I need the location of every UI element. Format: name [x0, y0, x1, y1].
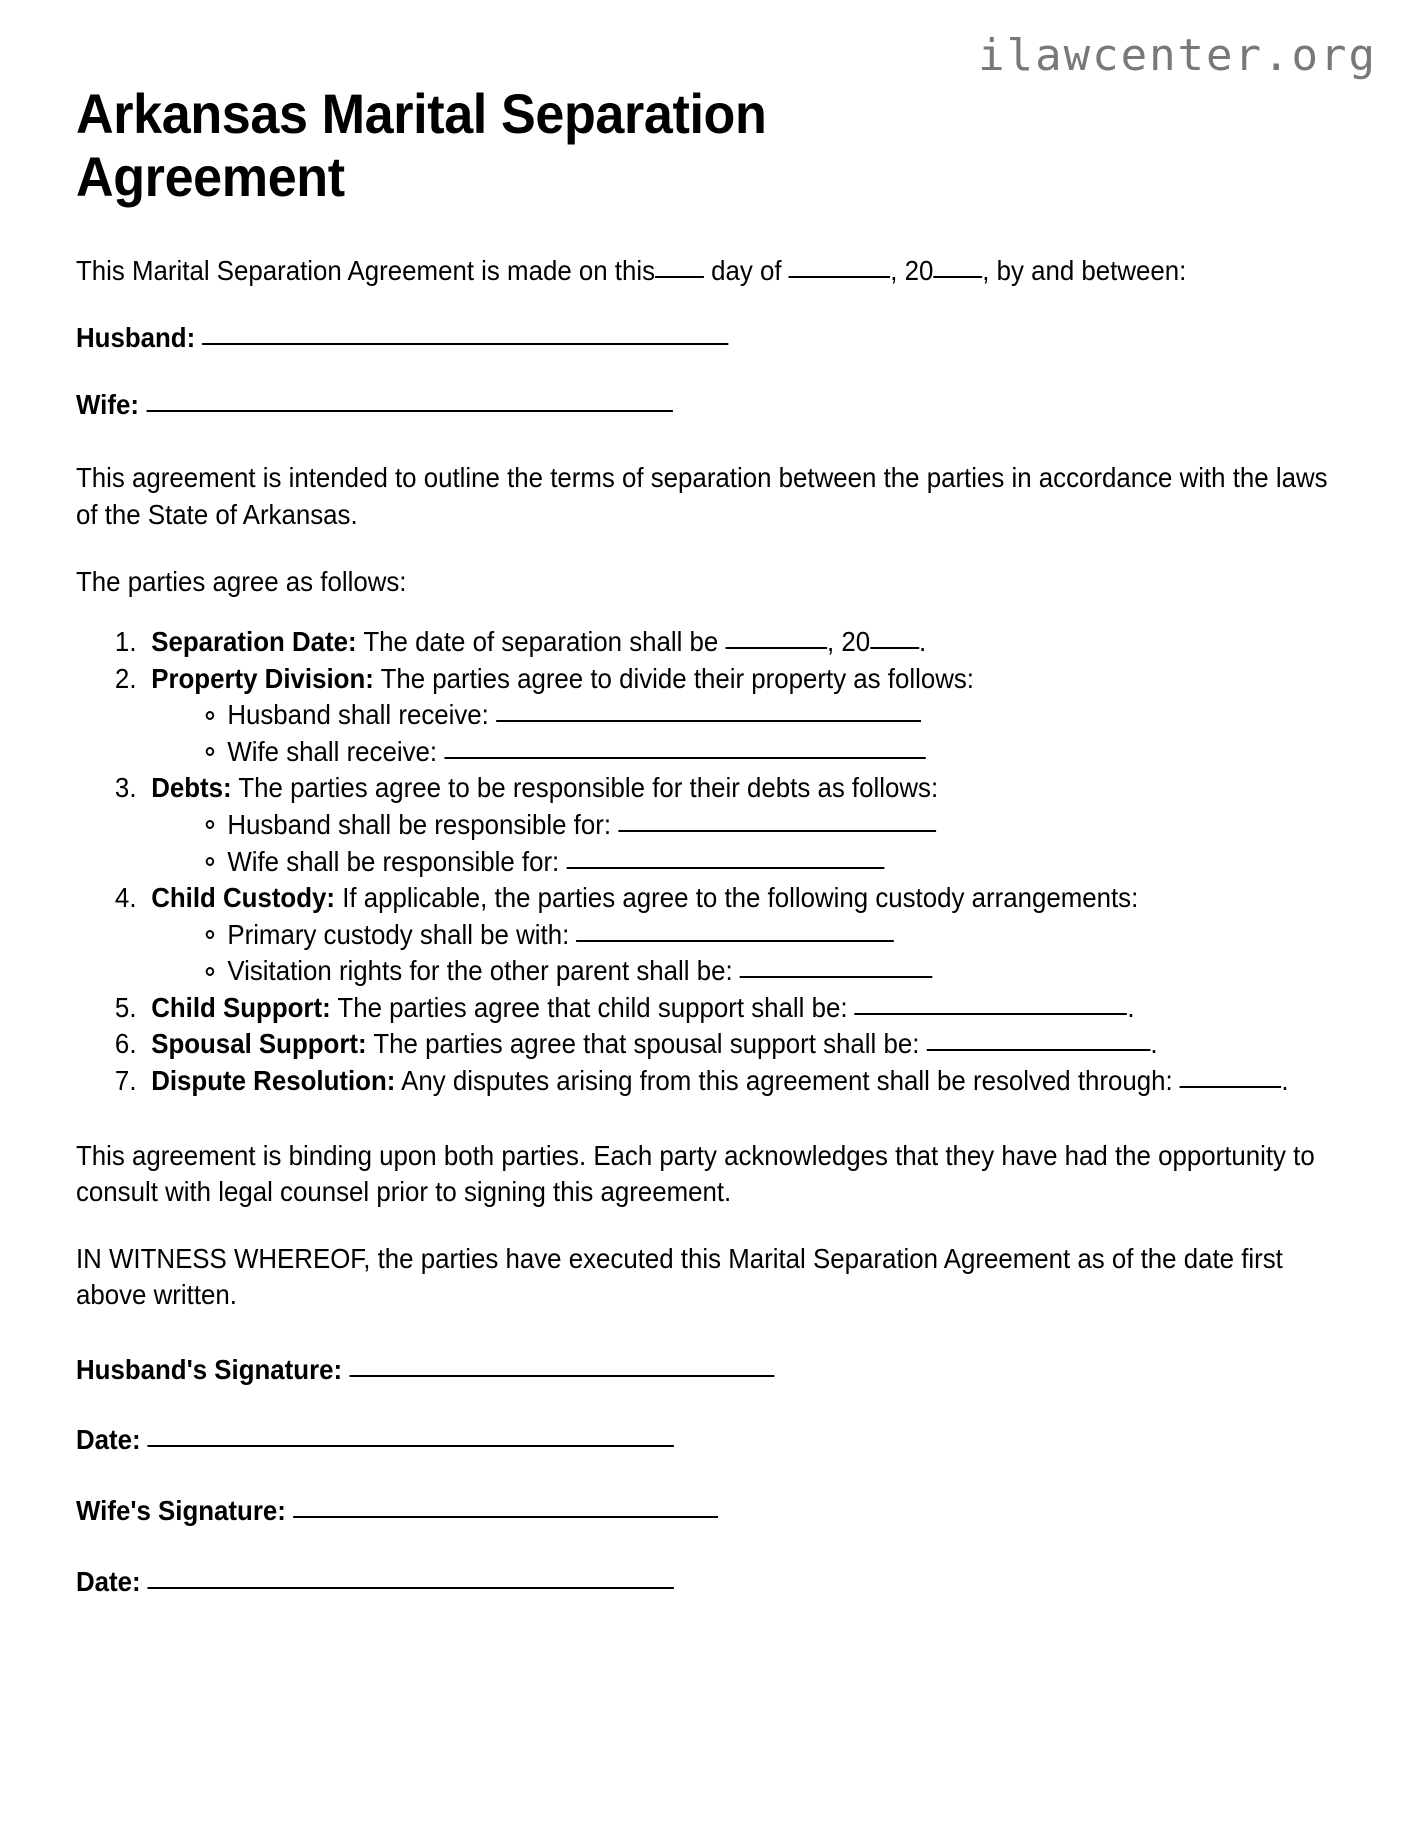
wife-date-label: Date: — [76, 1565, 141, 1597]
blank-child-support[interactable] — [855, 1013, 1128, 1015]
intro-comma-20: , 20 — [890, 254, 934, 286]
subterm-primary-custody — [206, 917, 1336, 954]
subterm-husband-receive — [206, 697, 1336, 734]
term-text: Any disputes arising from this agreement shall be resolved through: — [401, 1064, 1173, 1096]
blank-wife-name[interactable] — [146, 410, 672, 412]
blank-day[interactable] — [655, 276, 704, 278]
blank-wife-debts[interactable] — [566, 867, 884, 869]
term-text-end: . — [1150, 1028, 1158, 1060]
term-heading: Child Support: — [151, 991, 331, 1023]
blank-wife-signature[interactable] — [293, 1516, 718, 1518]
term-item-spousal-support — [144, 1026, 1336, 1063]
term-heading: Debts: — [151, 772, 232, 804]
blank-husband-date[interactable] — [148, 1445, 674, 1447]
wife-signature-line — [76, 1493, 1262, 1529]
intro-day-of: day of — [711, 254, 782, 286]
husband-date-line — [76, 1422, 1262, 1458]
hollow-bullet-icon — [206, 967, 214, 976]
subterms-debts — [151, 807, 1335, 880]
page-title: Arkansas Marital Separation Agreement — [76, 82, 767, 209]
document-content — [76, 0, 1338, 1600]
blank-separation-year[interactable] — [870, 647, 919, 649]
blank-wife-receive[interactable] — [444, 757, 925, 759]
term-item-child-support — [144, 990, 1336, 1027]
term-text: The date of separation shall be — [363, 626, 719, 658]
wife-date-line — [76, 1564, 1262, 1600]
blank-year[interactable] — [933, 276, 982, 278]
term-item-child-custody — [144, 880, 1336, 990]
term-text: The parties agree to be responsible for their debts as follows: — [238, 772, 939, 804]
term-item-property-division — [144, 661, 1336, 771]
terms-list — [76, 624, 1336, 1099]
term-heading: Separation Date: — [151, 626, 357, 658]
term-heading: Dispute Resolution: — [151, 1064, 396, 1096]
term-text: The parties agree that spousal support shall be: — [373, 1028, 920, 1060]
term-text: The parties agree to divide their property as follows: — [380, 662, 974, 694]
hollow-bullet-icon — [206, 857, 214, 866]
husband-party-line — [76, 320, 1262, 356]
intro-text-before: This Marital Separation Agreement is made on this — [76, 254, 656, 286]
husband-label: Husband: — [76, 321, 196, 353]
blank-dispute-resolution[interactable] — [1180, 1086, 1282, 1088]
subterm-wife-receive — [206, 734, 1336, 771]
wife-signature-label: Wife's Signature: — [76, 1495, 286, 1527]
subterm-label: Husband shall receive: — [227, 699, 489, 731]
term-heading: Spousal Support: — [151, 1028, 367, 1060]
hollow-bullet-icon — [206, 930, 214, 939]
purpose-paragraph: This agreement is intended to outline the terms of separation between the parties in accordance with the laws of the State of Arkansas. — [76, 462, 1328, 530]
wife-party-line — [76, 387, 1262, 423]
binding-paragraph: This agreement is binding upon both parties. Each party acknowledges that they have had the opportunity to consult with legal counsel prior to signing this agreement. — [76, 1139, 1315, 1207]
blank-spousal-support[interactable] — [927, 1049, 1151, 1051]
husband-date-label: Date: — [76, 1424, 141, 1456]
husband-signature-line — [76, 1352, 1262, 1388]
wife-label: Wife: — [76, 388, 139, 420]
term-text-after: , 20 — [827, 626, 871, 658]
blank-husband-signature[interactable] — [349, 1375, 774, 1377]
blank-visitation[interactable] — [740, 976, 933, 978]
intro-text-after: , by and between: — [982, 254, 1187, 286]
term-item-debts — [144, 770, 1336, 880]
subterm-label: Wife shall be responsible for: — [227, 845, 560, 877]
subterm-label: Visitation rights for the other parent shall be: — [227, 955, 733, 987]
subterm-wife-responsible — [206, 844, 1336, 881]
witness-paragraph: IN WITNESS WHEREOF, the parties have executed this Marital Separation Agreement as of the date first above written. — [76, 1243, 1283, 1311]
blank-husband-debts[interactable] — [618, 830, 936, 832]
hollow-bullet-icon — [206, 747, 214, 756]
subterm-label: Primary custody shall be with: — [227, 918, 570, 950]
term-text: If applicable, the parties agree to the following custody arrangements: — [342, 882, 1139, 914]
husband-signature-label: Husband's Signature: — [76, 1353, 343, 1385]
term-heading: Child Custody: — [151, 882, 336, 914]
blank-primary-custody[interactable] — [576, 940, 894, 942]
subterm-visitation-rights — [206, 953, 1336, 990]
term-text-end: . — [919, 626, 927, 658]
subterm-label: Husband shall be responsible for: — [227, 809, 612, 841]
term-text-end: . — [1281, 1064, 1289, 1096]
blank-wife-date[interactable] — [148, 1587, 674, 1589]
term-heading: Property Division: — [151, 662, 374, 694]
term-item-separation-date — [144, 624, 1336, 661]
subterms-property — [151, 697, 1335, 770]
watermark-ilawcenter: ilawcenter.org — [978, 30, 1377, 81]
intro-paragraph — [76, 253, 1336, 289]
term-text: The parties agree that child support shall be: — [337, 991, 848, 1023]
subterms-custody — [151, 917, 1335, 990]
agree-lead-in: The parties agree as follows: — [76, 565, 407, 597]
blank-separation-date[interactable] — [725, 647, 827, 649]
hollow-bullet-icon — [206, 711, 214, 720]
subterm-label: Wife shall receive: — [227, 735, 438, 767]
term-text-end: . — [1127, 991, 1135, 1023]
term-item-dispute-resolution — [144, 1063, 1336, 1100]
blank-husband-name[interactable] — [202, 343, 728, 345]
blank-husband-receive[interactable] — [496, 720, 921, 722]
subterm-husband-responsible — [206, 807, 1336, 844]
blank-month[interactable] — [789, 276, 891, 278]
hollow-bullet-icon — [206, 820, 214, 829]
